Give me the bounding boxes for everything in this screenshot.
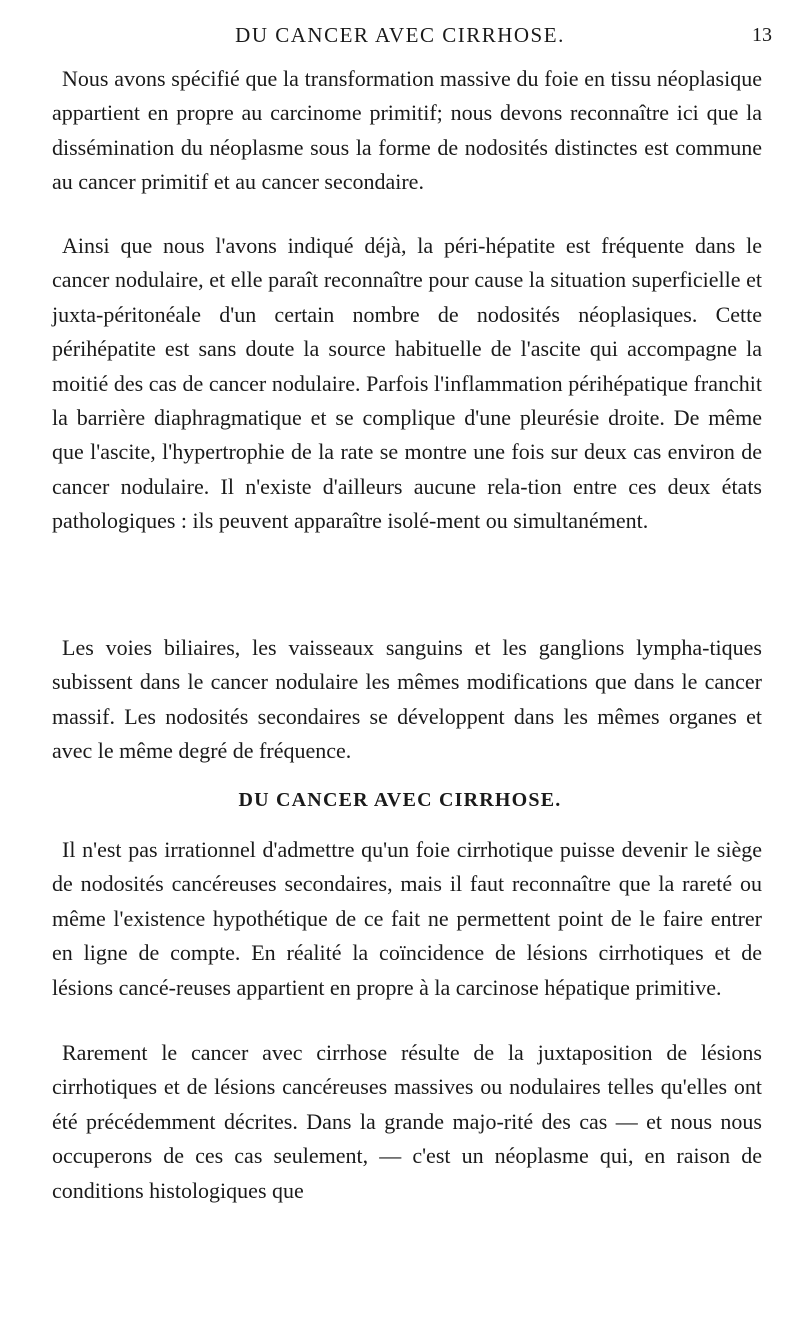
running-header	[0, 20, 800, 50]
paragraph-2: Ainsi que nous l'avons indiqué déjà, la péri-hépatite est fréquente dans le cancer nodulaire, et elle paraît reconnaître pour cause la situation superficielle et juxta-péritonéale d'un certain nombre de nodosités néoplasiques. Cette périhépatite est sans doute la source habituelle de l'ascite qui accompagne la moitié des cas de cancer nodulaire. Parfois l'inflammation périhépatique franchit la barrière diaphragmatique et se complique d'une pleurésie droite. De même que l'ascite, l'hypertrophie de la rate se montre une fois sur deux cas environ de cancer nodulaire. Il n'existe d'ailleurs aucune rela-tion entre ces deux états pathologiques : ils peuvent apparaître isolé-ment ou simultanément.	[52, 233, 762, 534]
paragraph-4: Il n'est pas irrationnel d'admettre qu'un foie cirrhotique puisse devenir le siège de nodosités cancéreuses secondaires, mais il faut reconnaître que la rareté ou même l'existence hypothétique de ce fait ne permettent point de le faire entrer en ligne de compte. En réalité la coïncidence de lésions cirrhotiques et de lésions cancé-reuses appartient en propre à la carcinose hépatique primitive.	[52, 837, 762, 1000]
paragraph-5: Rarement le cancer avec cirrhose résulte de la juxtaposition de lésions cirrhotiques et de lésions cancéreuses massives ou nodulaires telles qu'elles ont été précédemment décrites. Dans la grande majo-rité des cas — et nous nous occuperons de ces cas seulement, — c'est un néoplasme qui, en raison de conditions histologiques que	[52, 1040, 762, 1203]
running-title: DU CANCER AVEC CIRRHOSE.	[235, 23, 565, 47]
paragraph-3: Les voies biliaires, les vaisseaux sanguins et les ganglions lympha-tiques subissent dans le cancer nodulaire les mêmes modifications que dans le cancer massif. Les nodosités secondaires se développent dans les mêmes organes et avec le même degré de fréquence.	[52, 635, 762, 764]
paragraph-1: Nous avons spécifié que la transformation massive du foie en tissu néoplasique appartient en propre au carcinome primitif; nous devons reconnaître ici que la dissémination du néoplasme sous la forme de nodosités distinctes est commune au cancer primitif et au cancer secondaire.	[52, 66, 762, 195]
section-heading: DU CANCER AVEC CIRRHOSE.	[238, 789, 562, 811]
page-number: 13	[752, 24, 772, 46]
